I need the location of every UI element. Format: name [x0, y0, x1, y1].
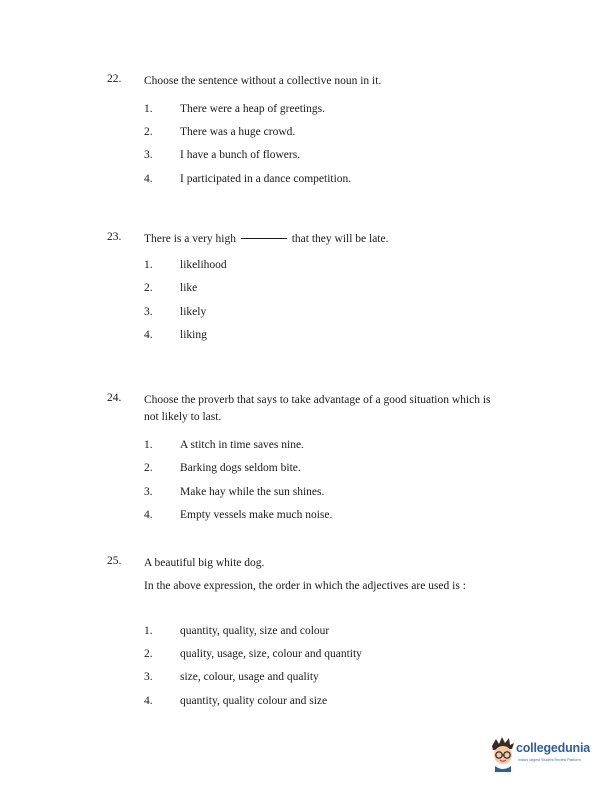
- option-number: 2.: [144, 282, 153, 294]
- option-22-2[interactable]: [0, 126, 612, 142]
- option-number: 4.: [144, 509, 153, 521]
- logo-name: collegedunia: [516, 741, 591, 755]
- option-22-4[interactable]: [0, 173, 612, 189]
- option-text: I participated in a dance competition.: [180, 173, 352, 185]
- option-number: 2.: [144, 648, 153, 660]
- option-number: 3.: [144, 149, 153, 161]
- option-number: 1.: [144, 103, 153, 115]
- logo-tagline: India's largest Student Review Platform: [518, 758, 581, 762]
- option-text: quantity, quality, size and colour: [180, 625, 330, 637]
- option-text: liking: [180, 329, 207, 341]
- option-22-3[interactable]: [0, 149, 612, 165]
- option-23-1[interactable]: [0, 259, 612, 275]
- option-number: 1.: [144, 625, 153, 637]
- fill-in-blank[interactable]: [241, 238, 287, 239]
- option-number: 4.: [144, 329, 153, 341]
- question-text: A beautiful big white dog.: [144, 557, 265, 569]
- question-number: 22.: [107, 73, 122, 85]
- option-text: There was a huge crowd.: [180, 126, 296, 138]
- option-number: 1.: [144, 259, 153, 271]
- option-text: likelihood: [180, 259, 227, 271]
- option-number: 1.: [144, 439, 153, 451]
- question-text: Choose the sentence without a collective noun in it.: [144, 75, 382, 87]
- mascot-icon: [488, 736, 518, 772]
- option-23-2[interactable]: [0, 282, 612, 298]
- option-number: 3.: [144, 671, 153, 683]
- option-text: There were a heap of greetings.: [180, 103, 325, 115]
- option-text: size, colour, usage and quality: [180, 671, 319, 683]
- question-text: [144, 231, 504, 248]
- option-25-4[interactable]: [0, 695, 612, 711]
- option-24-2[interactable]: [0, 462, 612, 478]
- option-number: 2.: [144, 126, 153, 138]
- option-number: 4.: [144, 695, 153, 707]
- option-number: 3.: [144, 486, 153, 498]
- question-text-before: There is a very high: [144, 233, 236, 245]
- option-text: I have a bunch of flowers.: [180, 149, 301, 161]
- option-25-2[interactable]: [0, 648, 612, 664]
- question-number: 24.: [107, 392, 122, 404]
- option-25-3[interactable]: [0, 671, 612, 687]
- option-text: Empty vessels make much noise.: [180, 509, 333, 521]
- option-text: Make hay while the sun shines.: [180, 486, 325, 498]
- question-number: 25.: [107, 555, 122, 567]
- question-number: 23.: [107, 231, 122, 243]
- option-24-1[interactable]: [0, 439, 612, 455]
- question-text: Choose the proverb that says to take advantage of a good situation which is not likely to last.: [144, 394, 491, 423]
- option-text: like: [180, 282, 198, 294]
- option-24-3[interactable]: [0, 486, 612, 502]
- option-number: 3.: [144, 306, 153, 318]
- option-text: A stitch in time saves nine.: [180, 439, 304, 451]
- option-number: 2.: [144, 462, 153, 474]
- option-23-4[interactable]: [0, 329, 612, 345]
- option-text: quality, usage, size, colour and quantity: [180, 648, 362, 660]
- option-22-1[interactable]: [0, 103, 612, 119]
- option-24-4[interactable]: [0, 509, 612, 525]
- question-text-after: that they will be late.: [291, 233, 389, 245]
- option-text: Barking dogs seldom bite.: [180, 462, 301, 474]
- option-25-1[interactable]: [0, 625, 612, 641]
- question-subtext: In the above expression, the order in which the adjectives are used is :: [144, 580, 466, 592]
- option-23-3[interactable]: [0, 306, 612, 322]
- collegedunia-logo[interactable]: [488, 736, 606, 776]
- option-number: 4.: [144, 173, 153, 185]
- option-text: likely: [180, 306, 207, 318]
- option-text: quantity, quality colour and size: [180, 695, 328, 707]
